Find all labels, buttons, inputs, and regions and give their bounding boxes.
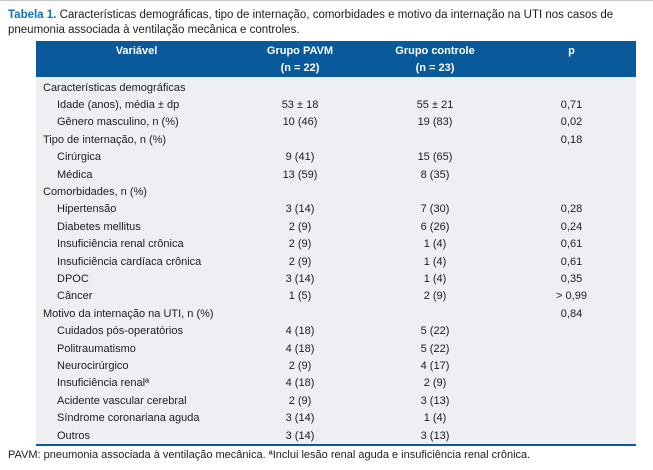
p-value: 0,84 [560, 307, 583, 320]
table-row [36, 149, 636, 166]
table-caption [8, 8, 648, 38]
row-label: Características demográficas [43, 81, 186, 94]
pavm-value: 2 (9) [288, 220, 312, 233]
controle-value: 3 (13) [420, 429, 450, 442]
row-label: Motivo da internação na UTI, n (%) [43, 307, 214, 320]
p-value: 0,35 [560, 272, 583, 285]
table-row [36, 392, 636, 409]
controle-value: 2 (9) [423, 290, 447, 303]
pavm-value: 53 ± 18 [281, 99, 319, 112]
pavm-value: 3 (14) [285, 272, 315, 285]
p-value: 0,28 [560, 203, 583, 216]
table-header [36, 41, 636, 77]
table-row [36, 357, 636, 374]
p-value: 0,61 [560, 238, 583, 251]
p-value: 0,71 [560, 99, 583, 112]
table-row [36, 322, 636, 339]
table-row [36, 409, 636, 426]
controle-value: 5 (22) [420, 342, 450, 355]
table-caption-label: Tabela 1. [8, 9, 57, 21]
row-label: Insuficiência renalª [57, 377, 150, 390]
row-label: Politraumatismo [57, 342, 136, 355]
table-row [36, 183, 636, 200]
table-row [36, 218, 636, 235]
pavm-value: 4 (18) [285, 342, 315, 355]
table-caption-line1: Características demográficas, tipo de internação, comorbidades e motivo da internação na UTI nos casos de [59, 9, 614, 21]
p-value: 0,61 [560, 255, 583, 268]
row-label: Outros [57, 429, 91, 442]
controle-value: 6 (26) [420, 220, 450, 233]
row-label: Médica [57, 168, 93, 181]
pavm-value: 2 (9) [288, 255, 312, 268]
pavm-value: 9 (41) [285, 151, 315, 164]
table-row [36, 201, 636, 218]
row-label: Comorbidades, n (%) [43, 186, 147, 199]
column-header-variavel: Variável [115, 44, 158, 57]
controle-value: 1 (4) [423, 412, 447, 425]
controle-value: 8 (35) [420, 168, 450, 181]
table-row [36, 270, 636, 287]
pavm-value: 3 (14) [285, 412, 315, 425]
row-label: Diabetes mellitus [57, 220, 141, 233]
row-label: Cirúrgica [57, 151, 102, 164]
row-label: Acidente vascular cerebral [57, 394, 187, 407]
controle-value: 7 (30) [420, 203, 450, 216]
pavm-value: 2 (9) [288, 359, 312, 372]
pavm-value: 4 (18) [285, 325, 315, 338]
column-header-grupo-controle: Grupo controle [395, 44, 475, 57]
pavm-value: 4 (18) [285, 377, 315, 390]
p-value: 0,18 [560, 133, 583, 146]
row-label: Hipertensão [57, 203, 117, 216]
table-row [36, 166, 636, 183]
table-row [36, 96, 636, 113]
pavm-value: 3 (14) [285, 203, 315, 216]
controle-value: 15 (65) [417, 151, 453, 164]
pavm-value: 2 (9) [288, 238, 312, 251]
table-footnote: PAVM: pneumonia associada à ventilação mecânica. ªInclui lesão renal aguda e insuficiência renal crônica. [8, 449, 531, 461]
controle-value: 5 (22) [420, 325, 450, 338]
table-row [36, 253, 636, 270]
row-label: Síndrome coronariana aguda [57, 412, 200, 425]
pavm-value: 1 (5) [288, 290, 312, 303]
table-row [36, 288, 636, 305]
row-label: Neurocirúrgico [57, 359, 129, 372]
row-label: Gênero masculino, n (%) [57, 116, 179, 129]
controle-value: 19 (83) [417, 116, 453, 129]
controle-value: 1 (4) [423, 255, 447, 268]
column-subheader-grupo-pavm: (n = 22) [280, 61, 320, 74]
p-value: > 0,99 [556, 290, 587, 303]
table-caption-line2: pneumonia associada à ventilação mecânica e controles. [8, 24, 300, 36]
controle-value: 3 (13) [420, 394, 450, 407]
row-label: Insuficiência cardíaca crônica [57, 255, 202, 268]
table-row [36, 236, 636, 253]
table-row [36, 375, 636, 392]
row-label: Tipo de internação, n (%) [43, 133, 167, 146]
row-label: Câncer [57, 290, 93, 303]
p-value: 0,24 [560, 220, 583, 233]
table-row [36, 340, 636, 357]
controle-value: 1 (4) [423, 238, 447, 251]
row-label: Cuidados pós-operatórios [57, 325, 183, 338]
table-row [36, 131, 636, 148]
table-row [36, 114, 636, 131]
column-header-grupo-pavm: Grupo PAVM [266, 44, 334, 57]
row-label: Insuficiência renal crônica [57, 238, 184, 251]
controle-value: 55 ± 21 [416, 99, 454, 112]
pavm-value: 2 (9) [288, 394, 312, 407]
table-row [36, 427, 636, 444]
table-body [36, 77, 636, 446]
controle-value: 1 (4) [423, 272, 447, 285]
table-row [36, 305, 636, 322]
row-label: Idade (anos), média ± dp [57, 99, 180, 112]
controle-value: 2 (9) [423, 377, 447, 390]
table-row [36, 79, 636, 96]
p-value: 0,02 [560, 116, 583, 129]
column-subheader-grupo-controle: (n = 23) [415, 61, 455, 74]
column-header-p: p [568, 44, 575, 57]
row-label: DPOC [57, 272, 89, 285]
controle-value: 4 (17) [420, 359, 450, 372]
pavm-value: 3 (14) [285, 429, 315, 442]
pavm-value: 10 (46) [282, 116, 318, 129]
pavm-value: 13 (59) [282, 168, 318, 181]
